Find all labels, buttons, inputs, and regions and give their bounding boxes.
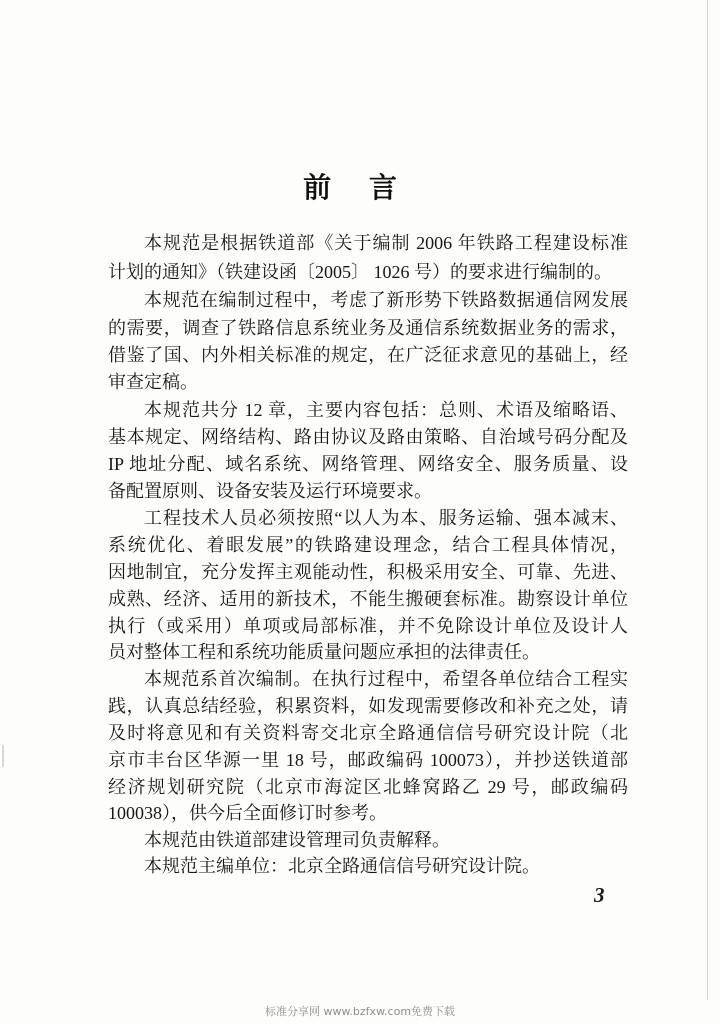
paragraph-line: 基本规定、网络结构、路由协议及路由策略、自治域号码分配及 <box>108 427 628 447</box>
paragraph-line: 及时将意见和有关资料寄交北京全路通信信号研究设计院（北 <box>108 723 628 743</box>
paragraph-line: 工程技术人员必须按照“以人为本、服务运输、强本减末、 <box>144 508 628 528</box>
paragraph-line: 本规范是根据铁道部《关于编制 2006 年铁路工程建设标准 <box>144 233 628 253</box>
paragraph-line: 本规范共分 12 章，主要内容包括：总则、术语及缩略语、 <box>144 400 628 420</box>
paragraph-line: 借鉴了国、内外相关标准的规定，在广泛征求意见的基础上，经 <box>108 345 628 365</box>
paragraph-line: IP 地址分配、域名系统、网络管理、网络安全、服务质量、设 <box>108 454 628 474</box>
paragraph-line: 京市丰台区华源一里 18 号，邮政编码 100073），并抄送铁道部 <box>108 750 628 770</box>
paragraph-line: 执行（或采用）单项或局部标准，并不免除设计单位及设计人 <box>108 616 628 636</box>
paragraph-line: 100038），供今后全面修订时参考。 <box>108 803 387 823</box>
paragraph-line: 本规范由铁道部建设管理司负责解释。 <box>144 830 450 850</box>
paragraph-line: 计划的通知》（铁建设函〔2005〕 1026 号）的要求进行编制的。 <box>108 262 612 282</box>
paragraph-line: 本规范主编单位：北京全路通信信号研究设计院。 <box>144 856 540 876</box>
paragraph-line: 备配置原则、设备安装及运行环境要求。 <box>108 481 432 501</box>
paragraph-line: 成熟、经济、适用的新技术，不能生搬硬套标准。勘察设计单位 <box>108 589 628 609</box>
page-number: 3 <box>594 883 605 907</box>
paragraph-line: 经济规划研究院（北京市海淀区北蜂窝路乙 29 号，邮政编码 <box>108 777 628 797</box>
page-title: 前 言 <box>303 171 409 204</box>
paragraph-line: 的需要，调查了铁路信息系统业务及通信系统数据业务的需求， <box>108 318 628 338</box>
paragraph-line: 本规范在编制过程中，考虑了新形势下铁路数据通信网发展 <box>144 290 628 310</box>
paragraph-line: 践，认真总结经验，积累资料，如发现需要修改和补充之处，请 <box>108 696 628 716</box>
paragraph-line: 员对整体工程和系统功能质量问题应承担的法律责任。 <box>108 642 540 662</box>
paragraph-line: 本规范系首次编制。在执行过程中，希望各单位结合工程实 <box>144 669 628 689</box>
scan-edge-mark <box>2 745 4 767</box>
footer-watermark: 标准分享网 www.bzfxw.com免费下载 <box>264 1005 456 1018</box>
paragraph-line: 因地制宜，充分发挥主观能动性，积极采用安全、可靠、先进、 <box>108 562 628 582</box>
scan-edge-line <box>707 0 708 1000</box>
paragraph-line: 审查定稿。 <box>108 372 198 392</box>
paragraph-line: 系统优化、着眼发展”的铁路建设理念，结合工程具体情况， <box>108 535 628 555</box>
